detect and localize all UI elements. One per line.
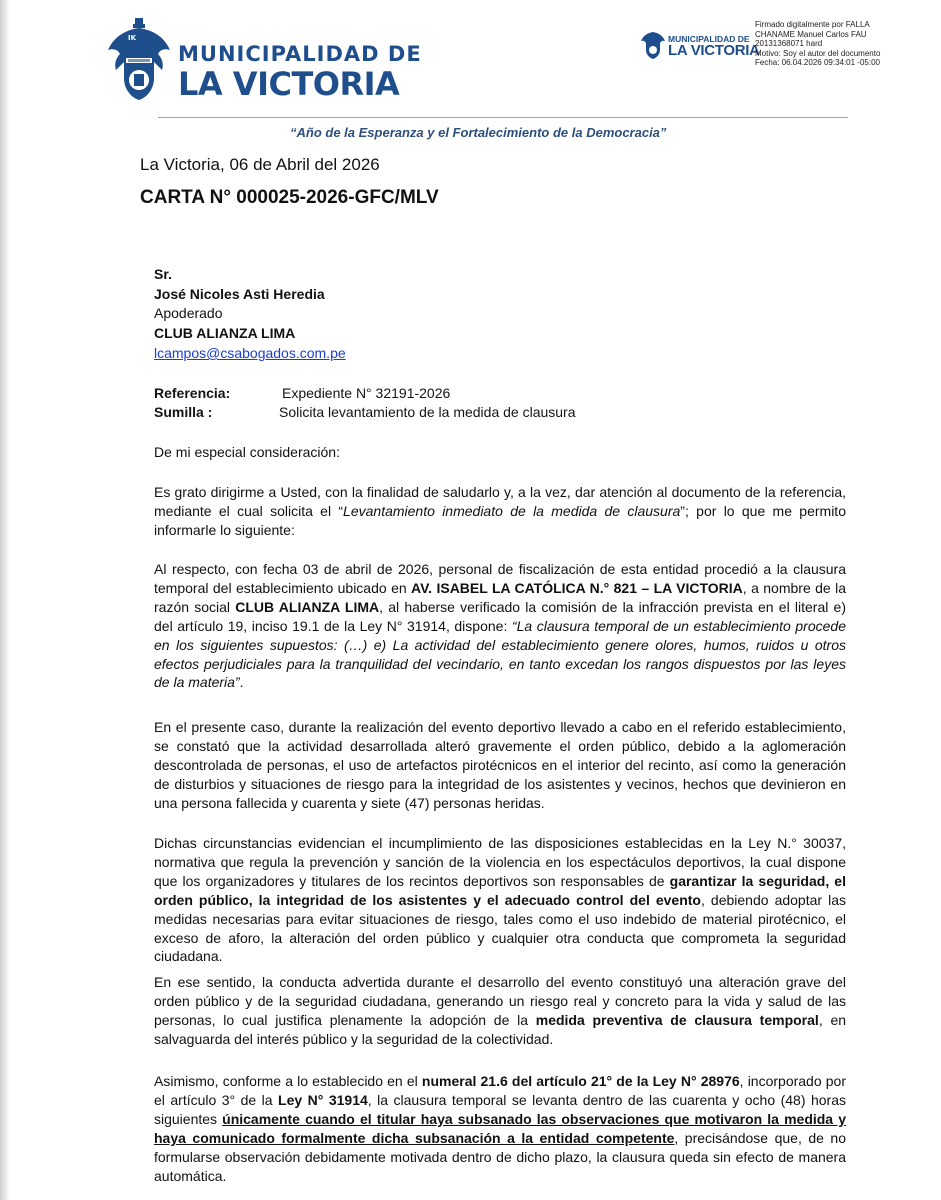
page-edge-shadow <box>0 0 10 1200</box>
p2-address: AV. ISABEL LA CATÓLICA N.° 821 – LA VICTORIA <box>411 579 743 596</box>
p2-text: Al respecto, con fecha 03 de abril de 2026, personal de fiscalización de esta entidad procedió a la clausura temporal del establecimiento ubicado en <box>154 561 846 596</box>
p2-club-name: CLUB ALIANZA LIMA <box>235 598 380 615</box>
letter-title: CARTA N° 000025-2026-GFC/MLV <box>140 187 439 208</box>
reference-value: Expediente N° 32191-2026 <box>282 385 451 401</box>
municipality-logo <box>106 18 422 108</box>
signature-line: 20131368071 hard <box>755 39 823 48</box>
p6-bold-law: Ley N° 31914 <box>278 1091 368 1108</box>
p1-text: Es grato dirigirme a Usted, con la finalidad de saludarlo y, a la vez, dar atención al documento de la referencia, mediante el cual solicita el “ <box>154 484 846 519</box>
recipient-email-link[interactable]: lcampos@csabogados.com.pe <box>154 345 346 361</box>
p5-text: , en salvaguarda del interés público y la seguridad de la colectividad. <box>154 1011 847 1047</box>
p6-underlined-condition: únicamente cuando el titular haya subsanado las observaciones que motivaron la medida y haya comunicado formalmente dicha subsanación a la entidad competente <box>154 1110 846 1146</box>
signature-line: CHANAME Manuel Carlos FAU <box>755 29 867 39</box>
recipient-role: Apoderado <box>154 305 223 321</box>
logo-line1: MUNICIPALIDAD DE <box>178 42 422 66</box>
p5-bold: medida preventiva de clausura temporal <box>535 1011 819 1028</box>
p6-text: , precisándose que, de no formularse observación debidamente motivada dentro de dicho plazo, la clausura queda sin efecto de manera automática. <box>154 1129 846 1184</box>
p1-text: ”; por lo que me permito informarle lo siguiente: <box>154 502 846 538</box>
p2-text: , a nombre de la razón social <box>154 579 846 615</box>
p6-text: Asimismo, conforme a lo establecido en el <box>154 1073 422 1089</box>
recipient-organization: CLUB ALIANZA LIMA <box>154 325 296 341</box>
signature-logo-line1: MUNICIPALIDAD DE <box>668 34 750 44</box>
p4-text: , debiendo adoptar las medidas necesarias para evitar situaciones de riesgo, tales como el uso indebido de material pirotécnico, el exceso de aforo, la alteración del orden público y cualquier otra conducta que comprometa la seguridad ciudadana. <box>154 891 846 965</box>
digital-signature-text <box>755 20 935 68</box>
p6-bold-law: numeral 21.6 del artículo 21° de la Ley N° 28976 <box>421 1073 740 1089</box>
p4-bold: garantizar la seguridad, el orden público, la integridad de los asistentes y el adecuado control del evento <box>154 872 846 908</box>
p5-text: En ese sentido, la conducta advertida durante el desarrollo del evento constituyó una alteración grave del orden público y de la seguridad ciudadana, generando un riesgo real y concreto para la vida y salud de las personas, lo cual justifica plenamente la adopción de la <box>154 974 846 1028</box>
logo-line2: LA VICTORIA <box>178 65 400 103</box>
p2-text: , al haberse verificado la comisión de la infracción prevista en el literal e) del artículo 19, inciso 19.1 de la Ley N° 31914, dispone: <box>154 598 847 634</box>
coat-of-arms-icon <box>106 18 172 108</box>
p6-text: , la clausura temporal se levanta dentro de las cuarenta y ocho (48) horas siguientes <box>154 1091 846 1127</box>
signature-logo <box>641 30 760 62</box>
recipient-name: José Nicoles Asti Heredia <box>154 286 325 302</box>
year-motto: “Año de la Esperanza y el Fortalecimiento de la Democracia” <box>290 125 667 140</box>
p2-quote: “La clausura temporal de un establecimiento procede en los siguientes supuestos: (…) e) La actividad del establecimiento genere olores, humos, ruidos u otros efectos perjudiciales para la tranquilidad del vecindario, en tanto excedan los rangos dispuestos por las leyes de la materia” <box>154 617 846 691</box>
summary-value: Solicita levantamiento de la medida de clausura <box>279 404 576 420</box>
p4-text: Dichas circunstancias evidencian el incumplimiento de las disposiciones establecidas en la Ley N.° 30037, normativa que regula la prevención y sanción de la violencia en los espectáculos deportivos, la cual dispone que los organizadores y titulares de los recintos deportivos son responsables de <box>154 835 846 889</box>
p1-italic: Levantamiento inmediato de la medida de clausura <box>343 502 681 519</box>
header-divider <box>158 117 848 118</box>
paragraph-1 <box>154 483 846 540</box>
paragraph-5 <box>154 973 846 1049</box>
signature-logo-line2: LA VICTORIA <box>668 42 760 59</box>
signature-line: Fecha: 06.04.2026 09:34:01 -05:00 <box>755 58 880 67</box>
paragraph-2 <box>154 560 846 692</box>
small-coat-of-arms-icon <box>641 30 665 60</box>
svg-text:IK: IK <box>128 34 137 42</box>
recipient-salutation: Sr. <box>154 266 172 282</box>
p2-text: . <box>239 674 244 691</box>
letter-date: La Victoria, 06 de Abril del 2026 <box>140 155 380 174</box>
paragraph-6 <box>154 1072 846 1185</box>
summary-label: Sumilla : <box>154 404 213 420</box>
paragraph-4 <box>154 834 846 966</box>
reference-label: Referencia: <box>154 385 231 401</box>
signature-line: Firmado digitalmente por FALLA <box>755 20 870 29</box>
p6-text: , incorporado por el artículo 3° de la <box>154 1073 847 1108</box>
paragraph-3: En el presente caso, durante la realización del evento deportivo llevado a cabo en el referido establecimiento, se constató que la actividad desarrollada alteró gravemente el orden público, debido a la aglomeración descontrolada de personas, el uso de artefactos pirotécnicos en el interior del recinto, así como la generación de disturbios y situaciones de riesgo para la integridad de los asistentes y vecinos, hechos que devinieron en una persona fallecida y cuarenta y siete (47) personas heridas. <box>154 719 846 811</box>
greeting: De mi especial consideración: <box>154 444 340 460</box>
signature-line: Motivo: Soy el autor del documento <box>755 48 881 58</box>
